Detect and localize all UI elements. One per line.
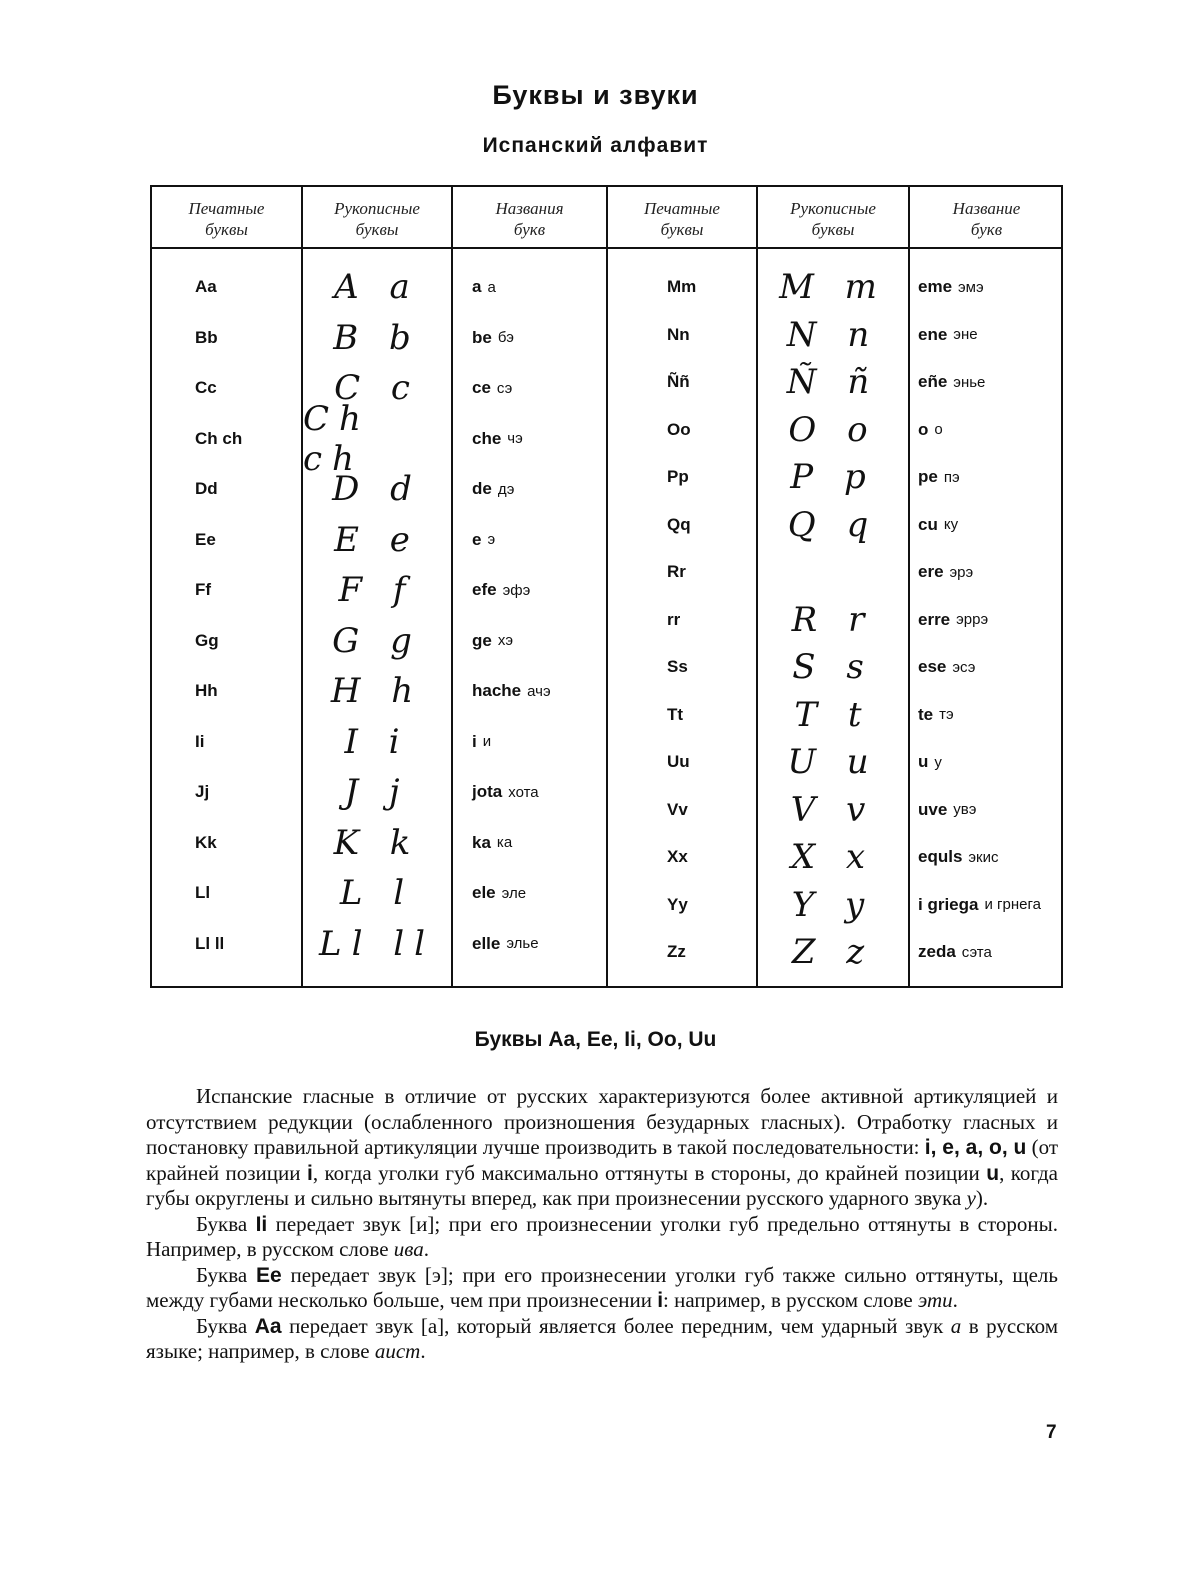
header-names-left: Названия букв <box>495 199 564 239</box>
text: передает звук [и]; при его произнесении уголки губ предельно оттянуты в стороны. Например, в русском слове <box>146 1211 1058 1261</box>
handwritten-letter: S s <box>792 647 874 687</box>
page-number: 7 <box>1046 1422 1057 1443</box>
letter-name <box>918 407 1058 453</box>
text: : например, в русском слове <box>663 1288 918 1312</box>
text: , когда уголки губ максимально оттянуты в стороны, до крайней позиции <box>312 1160 987 1185</box>
italic-word: эти <box>917 1288 953 1312</box>
handwritten-letter: I i <box>344 721 410 762</box>
text: . <box>420 1339 426 1363</box>
letter-row <box>152 787 1061 833</box>
handwritten-letter: C c <box>334 368 420 408</box>
spanish-name: hache <box>472 681 522 700</box>
text: передает звук [а], который является более передним, чем ударный звук <box>281 1313 951 1338</box>
text: (от крайней позиции <box>146 1135 1058 1185</box>
printed-letter: Tt <box>667 704 684 724</box>
russian-transcription: эле <box>501 884 527 902</box>
printed-letter: Uu <box>667 752 690 771</box>
spanish-name: e <box>472 529 482 549</box>
handwritten-letter: Z z <box>791 932 875 972</box>
letter-name <box>918 264 1058 310</box>
letter-row <box>152 454 1061 500</box>
spanish-name: ese <box>918 657 947 676</box>
letter-name <box>918 644 1058 690</box>
russian-transcription: энье <box>953 373 986 391</box>
russian-transcription: хэ <box>497 632 513 649</box>
letter-row <box>152 597 1061 643</box>
letter-row <box>152 549 1061 595</box>
printed-letter: Xx <box>667 847 688 866</box>
handwritten-letter: Ch ch <box>303 398 371 479</box>
letter-row <box>152 312 1061 358</box>
handwritten-letter: Ll ll <box>318 923 435 964</box>
text: . <box>952 1288 958 1312</box>
handwritten-letter: G g <box>332 620 422 661</box>
spanish-name: elle <box>472 933 501 953</box>
letter-name <box>918 929 1058 975</box>
spanish-name: ene <box>918 324 948 344</box>
printed-letter: Gg <box>195 630 219 650</box>
handwritten-letter: L l <box>339 873 415 913</box>
russian-transcription: бэ <box>497 329 514 346</box>
letter-row <box>152 692 1061 738</box>
letter-name <box>918 882 1058 928</box>
text: в русском языке; например, в слове <box>146 1313 1058 1363</box>
section-heading: Буквы Aa, Ee, Ii, Oo, Uu <box>474 1028 717 1051</box>
page-title: Буквы и звуки <box>492 80 699 110</box>
body-text <box>146 1084 1058 1365</box>
letter-name <box>918 739 1058 785</box>
letter-name <box>918 787 1058 833</box>
printed-letter: Ee <box>195 529 216 549</box>
printed-letter: Vv <box>667 799 688 819</box>
handwritten-letter: U u <box>787 742 879 782</box>
russian-transcription: ку <box>943 516 959 533</box>
handwritten-letter: Ñ ñ <box>786 362 880 402</box>
letter-row <box>152 834 1061 880</box>
text: Буква <box>196 1313 255 1338</box>
spanish-name: de <box>472 479 492 498</box>
paragraph <box>146 1084 1058 1212</box>
text: Испанские гласные в отличие от русских характеризуются более активной артикуляцией и отсутствием редукции (ослабленного произношения безударных гласных). Отработку гласных и постановку правильной артикуляции лучше производить в такой последовательности: <box>146 1084 1058 1159</box>
spanish-name: ere <box>918 562 944 581</box>
bold-letter: u <box>986 1161 1000 1185</box>
letter-name <box>918 692 1058 738</box>
letter-name <box>918 312 1058 358</box>
spanish-name: u <box>918 752 929 771</box>
paragraph <box>146 1263 1058 1314</box>
russian-transcription: сэта <box>961 943 992 961</box>
handwritten-letter: T t <box>794 694 872 735</box>
russian-transcription: о <box>934 421 943 438</box>
header-names-right: Название букв <box>952 199 1021 239</box>
handwritten-letter: K k <box>333 822 421 863</box>
russian-transcription: тэ <box>939 706 954 723</box>
handwritten-letter: Y y <box>791 884 875 925</box>
printed-letter: Cc <box>195 378 217 397</box>
header-printed-right: Печатные буквы <box>644 199 720 239</box>
handwritten-letter <box>758 549 908 595</box>
printed-letter: Rr <box>667 562 686 581</box>
handwritten-letter: E e <box>334 519 420 560</box>
spanish-name: ce <box>472 378 491 397</box>
letter-name <box>918 502 1058 548</box>
spanish-name: te <box>918 704 934 724</box>
spanish-name: o <box>918 419 929 439</box>
spanish-name: equls <box>918 847 963 866</box>
spanish-name: zeda <box>918 942 956 961</box>
russian-transcription: сэ <box>496 379 513 397</box>
printed-letter: Hh <box>195 681 218 700</box>
spanish-name: efe <box>472 580 497 599</box>
letter-row <box>152 882 1061 928</box>
spanish-name: i griega <box>918 894 979 914</box>
spanish-name: pe <box>918 467 938 486</box>
bold-letter: Ii <box>255 1212 268 1236</box>
printed-letter: Ch ch <box>195 428 243 448</box>
handwritten-letter: O o <box>788 409 878 450</box>
bold-letter: i <box>306 1161 313 1185</box>
header-divider <box>152 247 1061 249</box>
handwritten-letter: F f <box>338 570 416 610</box>
russian-transcription: чэ <box>507 430 523 447</box>
spanish-name: cu <box>918 514 938 534</box>
letter-row <box>152 264 1061 310</box>
russian-transcription: пэ <box>943 468 960 486</box>
text: , когда губы округлены и сильно вытянуты вперед, как при произнесении русского ударного звука <box>146 1160 1059 1210</box>
printed-letter: Ññ <box>667 372 690 391</box>
bold-letter: Aa <box>254 1314 282 1338</box>
spanish-name: be <box>472 327 492 347</box>
russian-transcription: и грнега <box>984 896 1041 913</box>
printed-letter: Zz <box>667 942 686 961</box>
header-printed-left: Печатные буквы <box>188 199 265 239</box>
text: ). <box>975 1186 989 1210</box>
handwritten-letter: H h <box>330 671 424 711</box>
letter-name <box>918 597 1058 643</box>
handwritten-letter: D d <box>332 469 422 509</box>
printed-letter: Ll <box>195 883 211 902</box>
letter-row <box>152 502 1061 548</box>
handwritten-letter: V v <box>790 789 876 830</box>
spanish-name: i <box>472 731 477 751</box>
russian-transcription: у <box>934 753 942 771</box>
handwritten-letter: M m <box>779 267 887 307</box>
printed-letter: Nn <box>667 324 690 344</box>
russian-transcription: эмэ <box>958 278 984 296</box>
printed-letter: Mm <box>667 277 697 296</box>
printed-letter: Pp <box>667 467 689 486</box>
russian-transcription: эрэ <box>949 563 974 581</box>
printed-letter: rr <box>667 609 681 629</box>
printed-letter: Yy <box>667 894 688 914</box>
letter-row <box>152 407 1061 453</box>
printed-letter: Kk <box>195 832 217 852</box>
text: . <box>423 1237 429 1261</box>
spanish-name: erre <box>918 609 951 629</box>
russian-transcription: э <box>487 531 496 548</box>
spanish-name: ele <box>472 883 496 902</box>
russian-transcription: а <box>487 278 496 296</box>
bold-letter: i <box>657 1289 664 1312</box>
russian-transcription: ачэ <box>527 682 551 700</box>
handwritten-letter: Q q <box>787 504 879 545</box>
italic-word: аист <box>374 1339 421 1363</box>
paragraph <box>146 1212 1058 1263</box>
letter-row <box>152 739 1061 785</box>
russian-transcription: и <box>482 733 492 750</box>
printed-letter: Ss <box>667 657 688 676</box>
printed-letter: Oo <box>667 419 691 439</box>
russian-transcription: экис <box>968 848 999 866</box>
text: Буква <box>196 1262 256 1287</box>
letter-row <box>152 644 1061 690</box>
header-script-right: Рукописные буквы <box>790 199 876 239</box>
spanish-name: jota <box>472 782 503 801</box>
spanish-name: uve <box>918 799 948 819</box>
spanish-name: che <box>472 428 502 448</box>
handwritten-letter: P p <box>790 457 876 497</box>
text: Буква <box>196 1211 256 1236</box>
printed-letter: Ii <box>195 731 205 751</box>
italic-letter: у <box>966 1186 976 1210</box>
spanish-name: eñe <box>918 372 948 391</box>
handwritten-letter: B b <box>333 317 421 358</box>
bold-letters: i, e, a, o, u <box>924 1136 1027 1159</box>
italic-letter: а <box>950 1313 962 1338</box>
russian-transcription: увэ <box>953 801 977 818</box>
russian-transcription: ка <box>496 834 513 851</box>
handwritten-letter: N n <box>786 314 880 355</box>
handwritten-letter: X x <box>790 837 876 877</box>
letter-row <box>152 359 1061 405</box>
letter-name <box>918 834 1058 880</box>
text: передает звук [э]; при его произнесении уголки губ также сильно оттянуты, щель между губами несколько больше, чем при произнесении <box>146 1262 1058 1312</box>
russian-transcription: эсэ <box>952 658 976 676</box>
alphabet-table <box>150 185 1063 988</box>
spanish-name: a <box>472 277 482 296</box>
spanish-name: ka <box>472 832 491 852</box>
letter-row <box>152 929 1061 975</box>
spanish-name: eme <box>918 277 953 296</box>
printed-letter: Bb <box>195 327 218 347</box>
letter-name <box>918 454 1058 500</box>
russian-transcription: элье <box>506 935 539 952</box>
letter-name <box>918 359 1058 405</box>
bold-letter: Ee <box>255 1263 282 1287</box>
handwritten-letter: A a <box>334 267 420 307</box>
handwritten-letter: R r <box>791 599 875 640</box>
spanish-name: ge <box>472 630 492 650</box>
printed-letter: Ff <box>195 580 212 599</box>
table-title: Испанский алфавит <box>482 134 709 157</box>
printed-letter: Ll ll <box>195 933 225 953</box>
russian-transcription: эфэ <box>502 581 531 599</box>
printed-letter: Qq <box>667 514 691 534</box>
russian-transcription: хота <box>508 783 539 801</box>
italic-word: ива <box>393 1237 424 1261</box>
letter-name <box>918 549 1058 595</box>
handwritten-letter: J j <box>344 772 410 812</box>
printed-letter: Jj <box>195 782 210 801</box>
russian-transcription: дэ <box>497 480 515 498</box>
russian-transcription: эне <box>953 326 978 343</box>
russian-transcription: эррэ <box>956 611 989 628</box>
printed-letter: Aa <box>195 277 217 296</box>
printed-letter: Dd <box>195 479 218 498</box>
paragraph <box>146 1314 1058 1365</box>
header-script-left: Рукописные буквы <box>334 199 420 239</box>
